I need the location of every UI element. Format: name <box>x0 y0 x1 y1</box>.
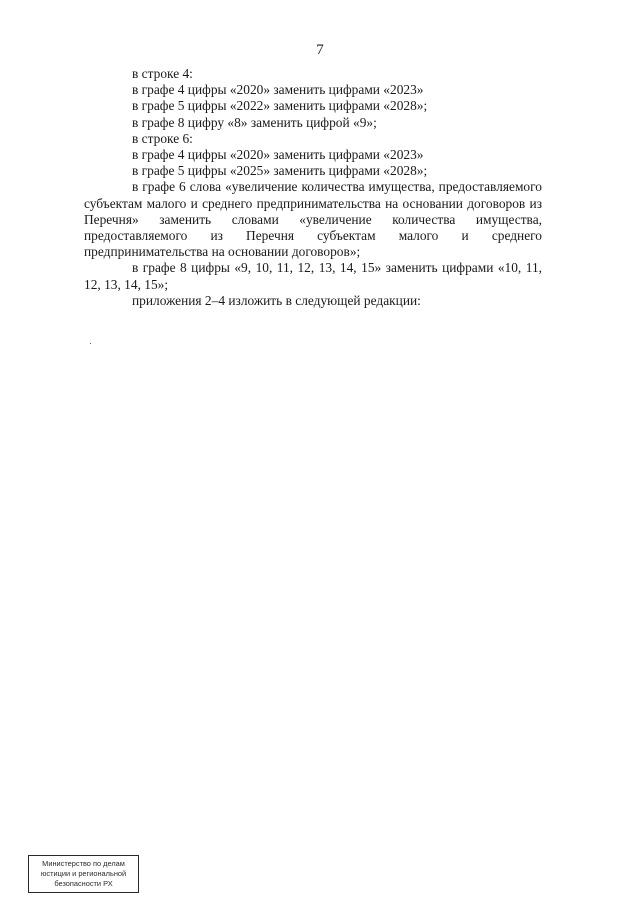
paragraph-row-6-heading: в строке 6: <box>132 130 193 146</box>
paragraph-row-6-col-8: в графе 8 цифры «9, 10, 11, 12, 13, 14, 15» заменить цифрами «10, 11, 12, 13, 14, 15»; <box>84 260 542 292</box>
paragraph-row-6-col-6: в графе 6 слова «увеличение количества имущества, предоставляемого субъектам малого и среднего предпринимательства на основании договоров из Перечня» заменить словами «увеличение количества имущества, предоставляемого из Перечня субъектам малого и среднего предпринимательства на основании договоров»; <box>84 179 542 260</box>
paragraph-appendices: приложения 2–4 изложить в следующей редакции: <box>132 292 421 308</box>
paragraph-row-6-col-5: в графе 5 цифры «2025» заменить цифрами «2028»; <box>132 163 428 179</box>
paragraph-row-4-heading: в строке 4: <box>132 66 193 81</box>
paragraph-row-6-col-4: в графе 4 цифры «2020» заменить цифрами «2023» <box>132 147 424 163</box>
stamp-line: Министерство по делам <box>42 859 125 868</box>
scan-speck <box>90 343 91 344</box>
paragraph-row-4-col-4: в графе 4 цифры «2020» заменить цифрами «2023» <box>132 82 424 98</box>
paragraph-row-4-col-8: в графе 8 цифру «8» заменить цифрой «9»; <box>132 114 377 130</box>
page-number: 7 <box>316 42 324 58</box>
document-body <box>84 66 542 309</box>
stamp-line: безопасности РХ <box>54 879 113 888</box>
stamp-line: юстиции и региональной <box>40 869 127 878</box>
ministry-stamp <box>28 855 139 893</box>
paragraph-row-4-col-5: в графе 5 цифры «2022» заменить цифрами «2028»; <box>132 98 428 114</box>
